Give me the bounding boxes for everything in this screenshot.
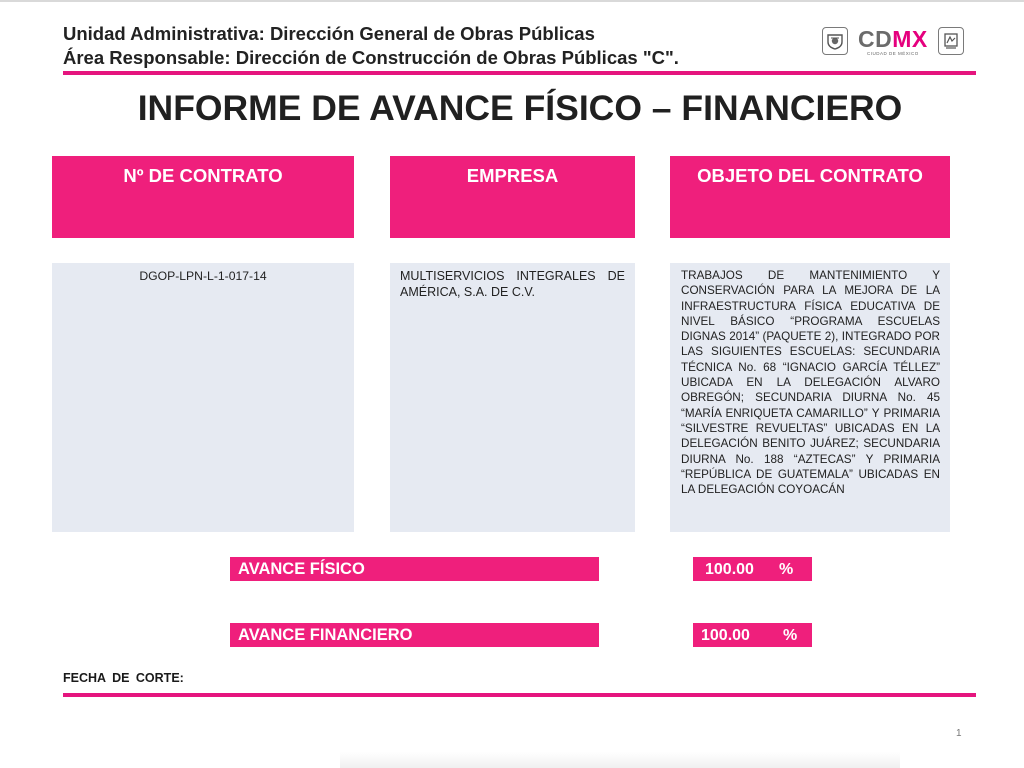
- cutoff-date: [63, 671, 184, 685]
- cdmx-logo-subtitle: CIUDAD DE MÉXICO: [866, 50, 919, 56]
- contract-number-header: Nº DE CONTRATO: [52, 156, 354, 238]
- page-title: INFORME DE AVANCE FÍSICO – FINANCIERO: [137, 88, 903, 128]
- government-seal-icon: [938, 27, 964, 55]
- page-number: 1: [956, 728, 962, 739]
- financial-progress-label: AVANCE FINANCIERO: [230, 623, 599, 647]
- company-value: MULTISERVICIOS INTEGRALES DE AMÉRICA, S.A. DE C.V.: [390, 263, 635, 532]
- header-divider: [63, 71, 976, 75]
- financial-progress-unit: %: [783, 627, 798, 644]
- physical-progress-label: AVANCE FÍSICO: [230, 557, 599, 581]
- financial-progress-number: 100.00: [701, 627, 750, 644]
- administrative-unit: Unidad Administrativa: Dirección General de Obras Públicas: [63, 23, 595, 44]
- page-header: [63, 22, 679, 70]
- financial-progress-value: [693, 623, 812, 647]
- physical-progress-value: [693, 557, 812, 581]
- logo-group: [822, 24, 964, 58]
- coat-of-arms-icon: [822, 27, 848, 55]
- cdmx-logo: CDMX CIUDAD DE MÉXICO: [858, 25, 928, 56]
- footer-divider: [63, 693, 976, 697]
- bottom-shadow: [340, 752, 900, 768]
- contract-object-value: TRABAJOS DE MANTENIMIENTO Y CONSERVACIÓN PARA LA MEJORA DE LA INFRAESTRUCTURA FÍSICA EDUCATIVA DE NIVEL BÁSICO “PROGRAMA ESCUELAS DIGNAS 2014” (PAQUETE 2), INTEGRADO POR LAS SIGUIENTES ESCUELAS: SECUNDARIA TÉCNICA No. 68 “IGNACIO GARCÍA TÉLLEZ” UBICADA EN LA DELEGACIÓN ALVARO OBREGÓN; SECUNDARIA DIURNA No. 45 “MARÍA ENRIQUETA CAMARILLO” Y PRIMARIA “SILVESTRE REVUELTAS” UBICADAS EN LA DELEGACIÓN BENITO JUÁREZ; SECUNDARIA DIURNA No. 188 “AZTECAS” Y PRIMARIA “REPÚBLICA DE GUATEMALA” UBICADAS EN LA DELEGACIÓN COYOACÁN: [670, 263, 950, 532]
- contract-number-value: DGOP-LPN-L-1-017-14: [52, 263, 354, 532]
- physical-progress-unit: %: [779, 561, 794, 578]
- physical-progress-number: 100.00: [705, 561, 754, 578]
- cutoff-date-label: FECHA DE CORTE:: [63, 671, 184, 685]
- contract-object-header: OBJETO DEL CONTRATO: [670, 156, 950, 238]
- company-header: EMPRESA: [390, 156, 635, 238]
- responsible-area: Área Responsable: Dirección de Construcción de Obras Públicas "C".: [63, 47, 679, 68]
- top-border: [0, 0, 1024, 2]
